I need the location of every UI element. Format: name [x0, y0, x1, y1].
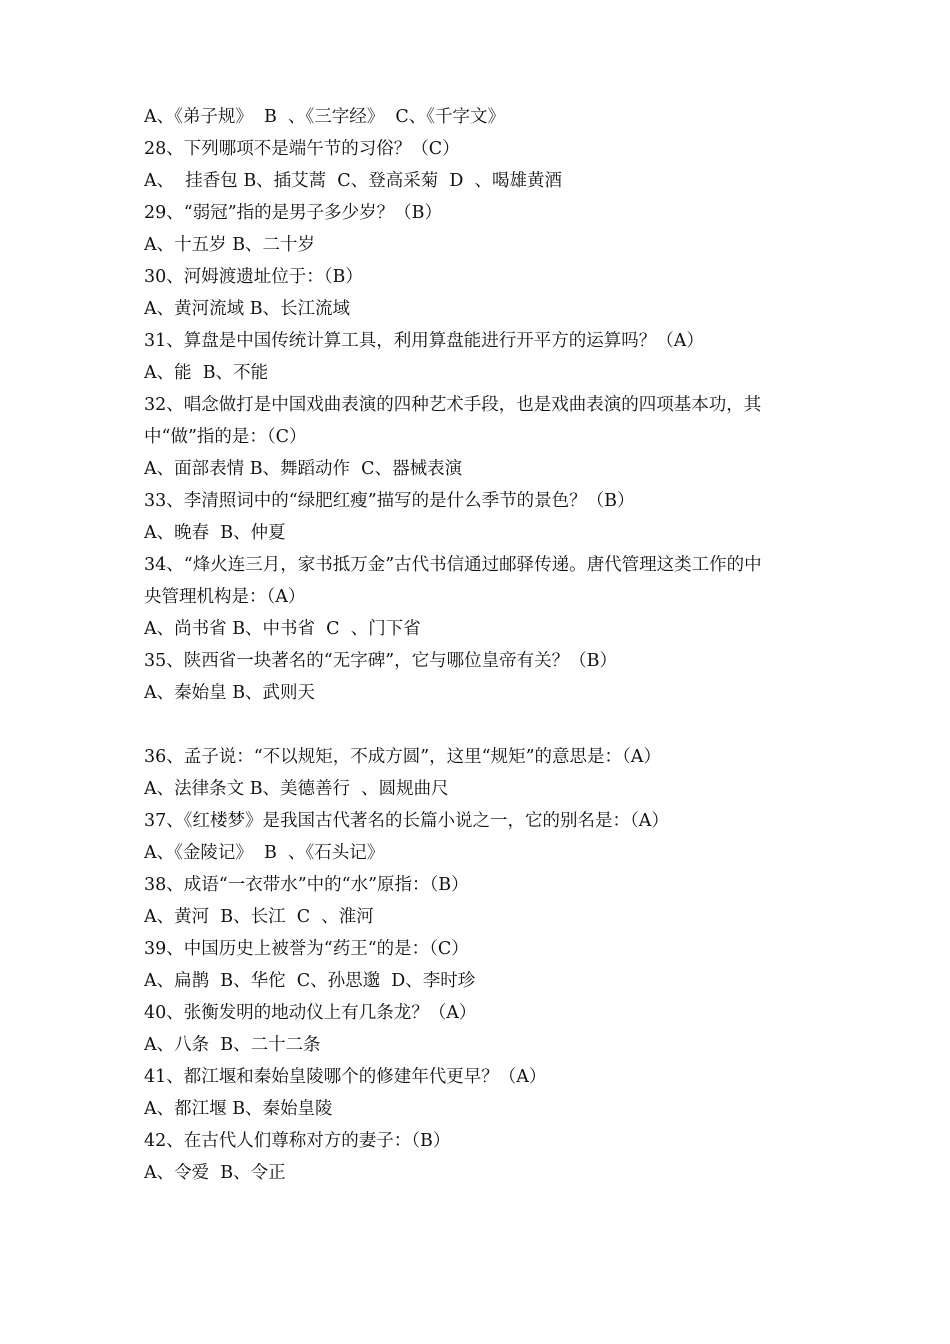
text-line: A、扁鹊 B、华佗 C、孙思邈 D、李时珍 — [144, 971, 476, 991]
text-line: 34、“烽火连三月，家书抵万金”古代书信通过邮驿传递。唐代管理这类工作的中 — [144, 555, 762, 575]
text-line: A、《金陵记》 B 、《石头记》 — [144, 843, 385, 863]
text-line: A、面部表情 B、舞蹈动作 C、器械表演 — [144, 459, 463, 479]
blank-line — [144, 709, 824, 741]
text-line: A、法律条文 B、美德善行 、圆规曲尺 — [144, 779, 449, 799]
text-line: A、十五岁 B、二十岁 — [144, 235, 316, 255]
text-line: 36、孟子说：“不以规矩，不成方圆”，这里“规矩”的意思是：（A） — [144, 747, 661, 767]
text-line: 40、张衡发明的地动仪上有几条龙？（A） — [144, 1003, 477, 1023]
text-line: 38、成语“一衣带水”中的“水”原指：（B） — [144, 875, 469, 895]
text-line: 中“做”指的是：（C） — [144, 427, 307, 447]
text-line: 33、李清照词中的“绿肥红瘦”描写的是什么季节的景色？（B） — [144, 491, 635, 511]
text-line: A、令爱 B、令正 — [144, 1163, 286, 1183]
text-line: 35、陕西省一块著名的“无字碑”，它与哪位皇帝有关？（B） — [144, 651, 618, 671]
text-line: 39、中国历史上被誉为“药王“的是：（C） — [144, 939, 469, 959]
text-line: A、八条 B、二十二条 — [144, 1035, 321, 1055]
text-line: A、黄河流域 B、长江流域 — [144, 299, 351, 319]
text-line: 37、《红楼梦》是我国古代著名的长篇小说之一，它的别名是：（A） — [144, 811, 669, 831]
text-line: 31、算盘是中国传统计算工具，利用算盘能进行开平方的运算吗？（A） — [144, 331, 704, 351]
text-line: A、晚春 B、仲夏 — [144, 523, 286, 543]
text-line: 41、都江堰和秦始皇陵哪个的修建年代更早？（A） — [144, 1067, 547, 1087]
text-line: A、秦始皇 B、武则天 — [144, 683, 316, 703]
text-line: 42、在古代人们尊称对方的妻子：（B） — [144, 1131, 451, 1151]
text-line: 30、河姆渡遗址位于：（B） — [144, 267, 363, 287]
text-line: A、都江堰 B、秦始皇陵 — [144, 1099, 333, 1119]
text-line: A、尚书省 B、中书省 C 、门下省 — [144, 619, 421, 639]
text-line: A、《弟子规》 B 、《三字经》 C、《千字文》 — [144, 107, 506, 127]
text-line: A、能 B、不能 — [144, 363, 269, 383]
text-line: A、黄河 B、长江 C 、淮河 — [144, 907, 374, 927]
text-line: 29、“弱冠”指的是男子多少岁？（B） — [144, 203, 443, 223]
document-body — [144, 101, 824, 1189]
text-line: 32、唱念做打是中国戏曲表演的四种艺术手段，也是戏曲表演的四项基本功，其 — [144, 395, 762, 415]
text-line: A、 挂香包 B、插艾蒿 C、登高采菊 D 、喝雄黄酒 — [144, 171, 562, 191]
text-line: 28、下列哪项不是端午节的习俗？（C） — [144, 139, 460, 159]
text-line: 央管理机构是：（A） — [144, 587, 306, 607]
